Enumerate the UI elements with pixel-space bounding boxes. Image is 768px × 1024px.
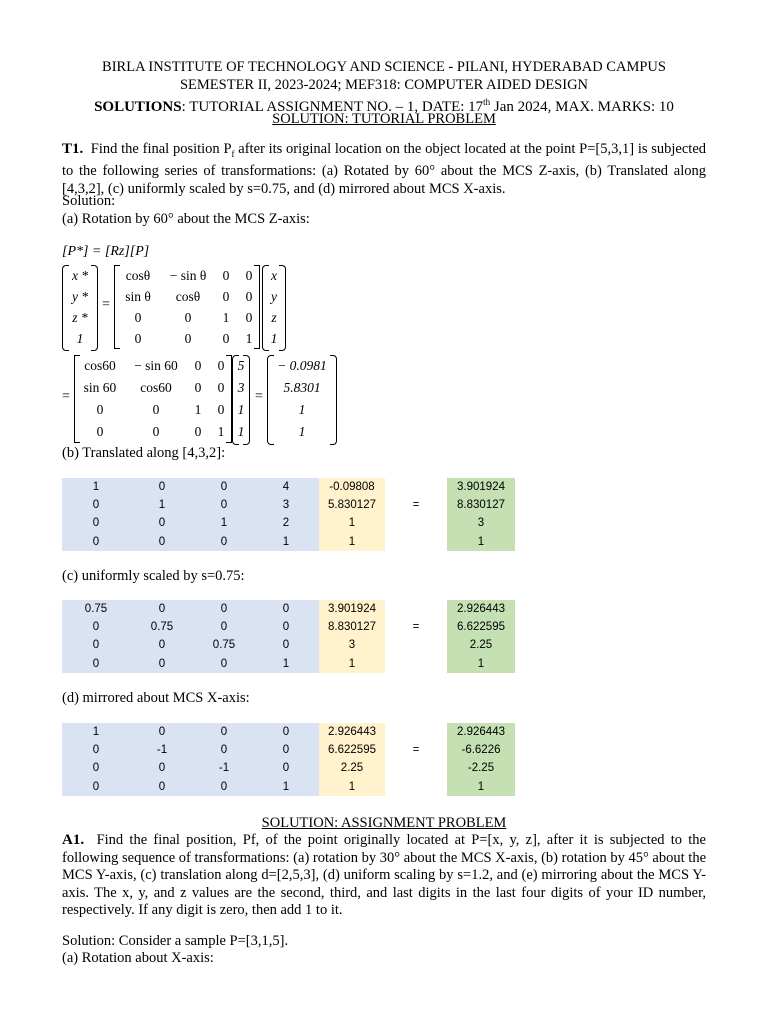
matrix-cell: 0 <box>92 535 100 548</box>
vector-entry: 1 <box>237 424 245 439</box>
matrix-cell: 0 <box>282 744 290 757</box>
matrix-cell: 0 <box>220 621 228 634</box>
step-c-label: (c) uniformly scaled by s=0.75: <box>62 568 245 584</box>
header-institute: BIRLA INSTITUTE OF TECHNOLOGY AND SCIENCE - PILANI, HYDERABAD CAMPUS <box>102 59 666 75</box>
matrix-cell: 1 <box>220 517 228 530</box>
matrix-cell: 0 <box>158 535 166 548</box>
vector-entry: 5 <box>237 358 245 373</box>
vector-cell: 3 <box>348 639 356 652</box>
result-cell: -6.6226 <box>461 744 501 757</box>
problem-a1: A1. Find the final position, Pf, of the point originally located at P=[x, y, z], after it is subjected to the following sequence of transformations: (a) rotation by 30° about the MCS X-axis, (b) rotation by 45° about the MCS Y-axis, (c) translation along d=[2,5,3], (d) uniform scaling by s=1.2, and (e) mirroring about the MCS Y-axis. The x, y, and z values are the second, third, and last digits in the last four digits of your ID number, respectively. If any digit is zero, then add 1 to it. <box>62 832 706 918</box>
vector-cell: 6.622595 <box>328 744 376 757</box>
matrix-cell: 0 <box>222 289 230 304</box>
header-solutions-bold: SOLUTIONS <box>94 99 182 115</box>
equals-sign: = <box>412 499 420 512</box>
rotation-matrix-numeric <box>74 355 232 443</box>
matrix-cell: 0 <box>220 535 228 548</box>
result-cell: 2.926443 <box>457 726 505 738</box>
result-cell: 2.926443 <box>457 603 505 615</box>
matrix-cell: 0 <box>158 726 166 738</box>
vector-cell: 1 <box>348 517 356 530</box>
matrix-cell: 0 <box>194 380 202 395</box>
matrix-cell: 0 <box>184 331 192 346</box>
matrix-cell: sin θ <box>125 289 151 304</box>
matrix-cell: 1 <box>282 780 290 793</box>
matrix-cell: 0 <box>158 657 166 670</box>
matrix-cell: 0 <box>282 603 290 615</box>
equals-sign: = <box>62 389 70 404</box>
vector-rhs <box>262 265 286 349</box>
vector-lhs <box>62 265 98 349</box>
matrix-cell: − sin θ <box>169 268 207 283</box>
matrix-cell: 1 <box>222 310 230 325</box>
vector-cell: 1 <box>348 535 356 548</box>
vector-entry: 1 <box>237 402 245 417</box>
vector-cell: 2.25 <box>340 762 364 775</box>
matrix-cell: cos60 <box>84 358 116 373</box>
vector-entry: 1 <box>76 331 84 346</box>
matrix-cell: cosθ <box>175 289 201 304</box>
rotation-matrix-symbolic <box>114 265 260 349</box>
matrix-cell: 0 <box>245 289 253 304</box>
result-cell: 1 <box>477 657 485 670</box>
rotated-result <box>267 355 337 443</box>
vector-cell: -0.09808 <box>329 481 375 493</box>
matrix-cell: 1 <box>217 424 225 439</box>
a1-step-a: (a) Rotation about X-axis: <box>62 950 214 966</box>
matrix-cell: 4 <box>282 481 290 493</box>
vector-entry: x <box>271 268 277 283</box>
step-b-label: (b) Translated along [4,3,2]: <box>62 445 226 461</box>
matrix-cell: 0 <box>92 621 100 634</box>
vector-cell: 1 <box>348 780 356 793</box>
matrix-cell: 0 <box>194 424 202 439</box>
problem-t1: T1. Find the final position $P_f$ after its original location on the object located at the point P=[5,3,1] is subjected to the following series of transformations: (a) Rotated by 60° about the MCS Z-axis, (b) Translated along [4,3,2], (c) uniformly scaled by s=0.75, and (d) mirrored about MCS X-axis. <box>62 141 707 197</box>
vector-entry: 1 <box>298 424 306 439</box>
matrix-cell: 3 <box>282 499 290 512</box>
vector-entry: y <box>271 289 277 304</box>
matrix-cell: 0 <box>282 639 290 652</box>
matrix-cell: 1 <box>245 331 253 346</box>
matrix-cell: 0 <box>220 499 228 512</box>
matrix-cell: 0 <box>217 402 225 417</box>
matrix-cell: 0.75 <box>212 639 236 652</box>
matrix-cell: 1 <box>92 726 100 738</box>
step-d-label: (d) mirrored about MCS X-axis: <box>62 690 250 706</box>
matrix-cell: cosθ <box>125 268 151 283</box>
vector-entry: 3 <box>237 380 245 395</box>
equals-sign: = <box>412 621 420 634</box>
section-title-tutorial: SOLUTION: TUTORIAL PROBLEM <box>272 111 496 127</box>
matrix-cell: 0 <box>220 780 228 793</box>
matrix-cell: 0 <box>96 402 104 417</box>
matrix-cell: 1 <box>282 657 290 670</box>
matrix-cell: 0 <box>158 603 166 615</box>
a1-solution: Solution: Consider a sample P=[3,1,5]. <box>62 933 289 949</box>
result-cell: 1 <box>477 780 485 793</box>
matrix-cell: 2 <box>282 517 290 530</box>
equals-sign: = <box>255 389 263 404</box>
matrix-cell: − sin 60 <box>134 358 178 373</box>
matrix-cell: 0 <box>194 358 202 373</box>
matrix-cell: 0.75 <box>84 603 108 615</box>
vector-entry: z <box>271 310 277 325</box>
vector-entry: 5.8301 <box>283 380 321 395</box>
matrix-cell: 1 <box>158 499 166 512</box>
vector-entry: y * <box>71 289 89 304</box>
matrix-cell: 0 <box>158 517 166 530</box>
equals-sign: = <box>102 297 110 312</box>
result-cell: 3.901924 <box>457 481 505 493</box>
matrix-cell: 0 <box>220 603 228 615</box>
result-cell: 3 <box>477 517 485 530</box>
matrix-cell: 0 <box>217 380 225 395</box>
matrix-cell: 0 <box>134 310 142 325</box>
vector-cell: 1 <box>348 657 356 670</box>
matrix-cell: -1 <box>156 744 168 757</box>
matrix-cell: 0 <box>158 780 166 793</box>
result-cell: 1 <box>477 535 485 548</box>
matrix-cell: 0 <box>158 639 166 652</box>
matrix-cell: 0 <box>92 780 100 793</box>
matrix-cell: 0 <box>152 402 160 417</box>
matrix-cell: 0.75 <box>150 621 174 634</box>
result-cell: -2.25 <box>467 762 495 775</box>
point-vector <box>232 355 250 443</box>
matrix-cell: 0 <box>184 310 192 325</box>
equation-general: [P*] = [Rz][P] <box>62 244 150 259</box>
header-semester: SEMESTER II, 2023-2024; MEF318: COMPUTER AIDED DESIGN <box>179 77 589 93</box>
matrix-cell: 0 <box>96 424 104 439</box>
matrix-cell: 0 <box>158 762 166 775</box>
result-cell: 2.25 <box>469 639 493 652</box>
matrix-cell: 0 <box>158 481 166 493</box>
vector-entry: z * <box>72 310 88 325</box>
matrix-cell: 0 <box>92 762 100 775</box>
matrix-cell: 1 <box>282 535 290 548</box>
matrix-cell: 0 <box>222 331 230 346</box>
vector-cell: 2.926443 <box>328 726 376 738</box>
matrix-cell: 0 <box>220 726 228 738</box>
matrix-cell: 0 <box>92 517 100 530</box>
section-title-assignment: SOLUTION: ASSIGNMENT PROBLEM <box>261 815 507 831</box>
matrix-cell: 1 <box>194 402 202 417</box>
matrix-cell: 0 <box>220 657 228 670</box>
matrix-cell: 0 <box>92 499 100 512</box>
matrix-cell: 0 <box>282 726 290 738</box>
matrix-cell: 0 <box>222 268 230 283</box>
matrix-cell: 0 <box>220 481 228 493</box>
matrix-cell: 0 <box>152 424 160 439</box>
matrix-cell: 0 <box>92 639 100 652</box>
numeric-equation <box>62 355 382 445</box>
matrix-cell: 0 <box>245 310 253 325</box>
matrix-cell: 0 <box>245 268 253 283</box>
matrix-cell: 0 <box>282 621 290 634</box>
matrix-cell: 0 <box>217 358 225 373</box>
matrix-cell: sin 60 <box>83 380 117 395</box>
result-cell: 6.622595 <box>457 621 505 634</box>
solution-label: Solution: <box>62 193 116 209</box>
symbolic-equation <box>62 265 362 355</box>
vector-entry: 1 <box>298 402 306 417</box>
result-cell: 8.830127 <box>457 499 505 512</box>
matrix-cell: 0 <box>92 744 100 757</box>
vector-entry: − 0.0981 <box>277 358 327 373</box>
vector-entry: 1 <box>270 331 278 346</box>
problem-label: T1. <box>62 141 84 157</box>
vector-cell: 8.830127 <box>328 621 376 634</box>
vector-entry: x * <box>71 268 89 283</box>
matrix-cell: 1 <box>92 481 100 493</box>
matrix-cell: -1 <box>218 762 230 775</box>
equals-sign: = <box>412 744 420 757</box>
matrix-cell: 0 <box>134 331 142 346</box>
vector-cell: 3.901924 <box>328 603 376 615</box>
matrix-cell: 0 <box>282 762 290 775</box>
matrix-cell: 0 <box>92 657 100 670</box>
matrix-cell: 0 <box>220 744 228 757</box>
header-assignment: SOLUTIONS: TUTORIAL ASSIGNMENT NO. – 1, DATE: 17th Jan 2024, MAX. MARKS: 10 <box>94 97 674 115</box>
step-a-label: (a) Rotation by 60° about the MCS Z-axis: <box>62 211 310 227</box>
matrix-cell: cos60 <box>140 380 172 395</box>
vector-cell: 5.830127 <box>328 499 376 512</box>
